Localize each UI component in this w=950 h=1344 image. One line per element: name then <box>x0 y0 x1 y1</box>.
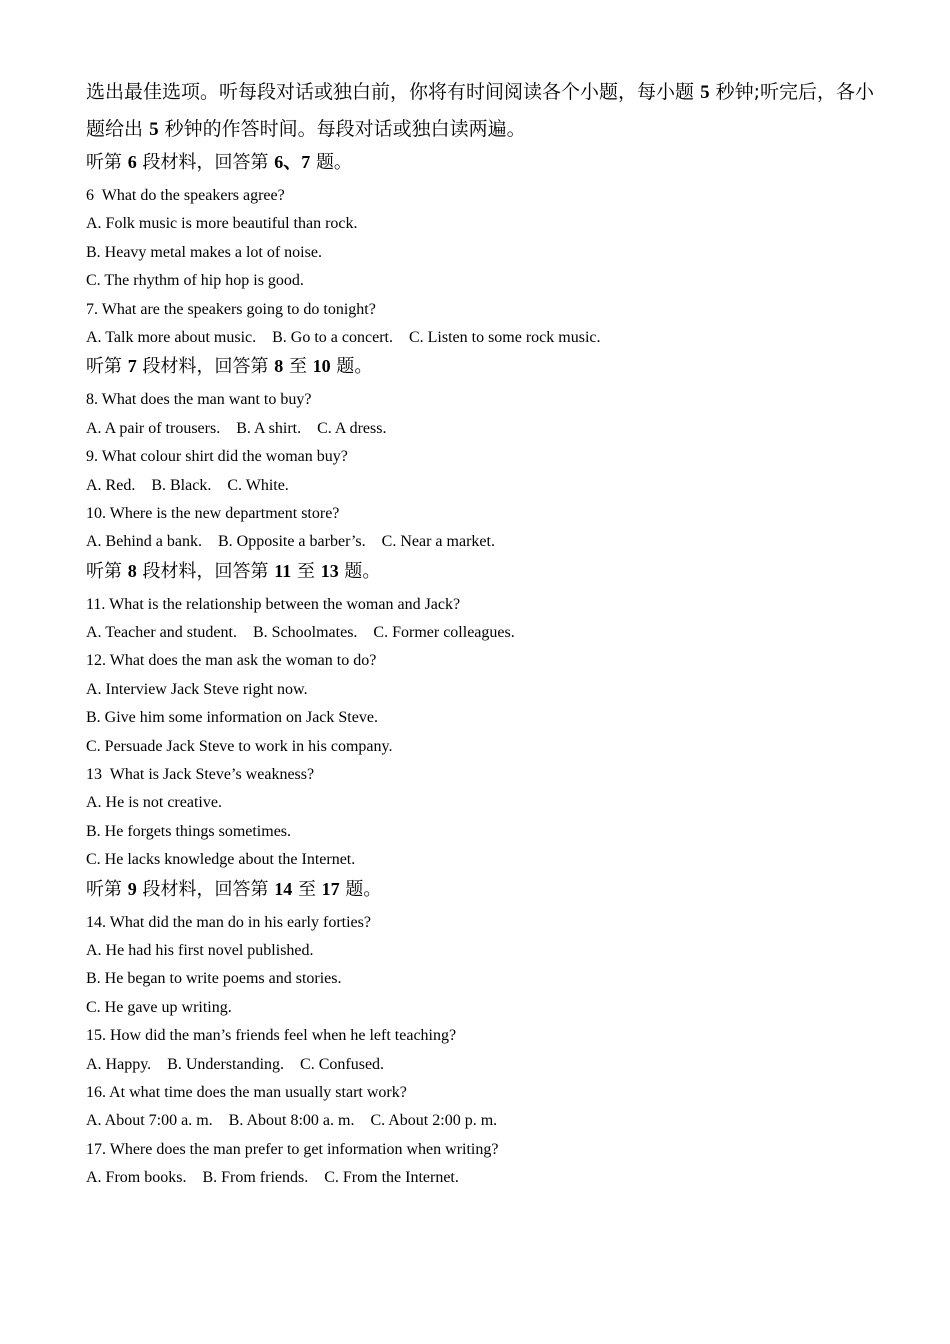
question-text: 15. How did the man’s friends feel when he left teaching? <box>86 1027 457 1045</box>
section-heading-part: 10 <box>312 356 331 377</box>
section-heading-part: 听第 <box>86 878 122 900</box>
section-heading-part: 14 <box>274 878 293 899</box>
answer-option: C. Persuade Jack Steve to work in his company. <box>86 737 393 755</box>
section-heading-part: 8 <box>127 560 137 581</box>
answer-option: B. Black. <box>151 476 212 494</box>
answer-options-row <box>86 1107 876 1135</box>
instructions-text-2: 秒钟;听完后，各小题给出 <box>86 81 875 140</box>
section-heading <box>86 557 876 585</box>
section-heading-part: 段材料，回答第 <box>142 878 269 900</box>
answer-option: C. Listen to some rock music. <box>408 328 601 346</box>
answer-option: B. Heavy metal makes a lot of noise. <box>86 243 322 261</box>
section-heading-part: 段材料，回答第 <box>142 152 269 173</box>
section-heading-part: 17 <box>321 878 340 899</box>
answer-option: A. He is not creative. <box>86 794 222 812</box>
section-heading-part: 题。 <box>344 560 381 582</box>
answer-option: C. About 2:00 p. m. <box>370 1112 498 1130</box>
answer-option: A. Talk more about music. <box>86 328 257 346</box>
answer-option: C. Near a market. <box>381 533 495 551</box>
section-heading-part: 听第 <box>86 560 122 582</box>
answer-option: A. He had his first novel published. <box>86 941 314 959</box>
section-heading-part: 至 <box>297 878 316 900</box>
answer-option: C. Confused. <box>300 1055 385 1073</box>
question-text: 7. What are the speakers going to do tonight? <box>86 300 376 318</box>
answer-options-row <box>86 1164 876 1192</box>
answer-options-row <box>86 415 876 443</box>
answer-option: B. He began to write poems and stories. <box>86 970 342 988</box>
answer-option: A. A pair of trousers. <box>86 419 221 437</box>
question-text: 8. What does the man want to buy? <box>86 391 312 409</box>
section-heading <box>86 352 876 380</box>
section-heading-part: 9 <box>127 878 137 899</box>
answer-option: B. About 8:00 a. m. <box>228 1112 355 1130</box>
section-heading-part: 至 <box>288 356 307 378</box>
section-heading-part: 听第 <box>86 152 122 173</box>
instructions <box>86 74 876 148</box>
instructions-seconds-1: 5 <box>700 82 710 103</box>
answer-option: A. Happy. <box>86 1055 152 1073</box>
section-heading-part: 题。 <box>345 878 382 900</box>
answer-option: B. A shirt. <box>236 419 302 437</box>
exam-page <box>86 74 876 1193</box>
section-heading-part: 13 <box>320 560 339 581</box>
question-text: 12. What does the man ask the woman to do? <box>86 652 377 670</box>
section-heading-part: 段材料，回答第 <box>142 356 269 378</box>
question-text: 11. What is the relationship between the woman and Jack? <box>86 595 461 613</box>
question-text: 14. What did the man do in his early forties? <box>86 913 371 931</box>
question-text: 17. Where does the man prefer to get information when writing? <box>86 1140 499 1158</box>
answer-option: B. He forgets things sometimes. <box>86 822 292 840</box>
answer-option: B. Give him some information on Jack Steve. <box>86 709 378 727</box>
answer-option: B. Schoolmates. <box>252 624 358 642</box>
answer-option: C. He gave up writing. <box>86 998 232 1016</box>
answer-option: B. Opposite a barber’s. <box>217 533 366 551</box>
section-heading-part: 6 <box>127 152 137 172</box>
answer-option: C. The rhythm of hip hop is good. <box>86 272 304 290</box>
answer-option: A. Red. <box>86 476 136 494</box>
answer-options-row <box>86 324 876 352</box>
answer-option: A. Folk music is more beautiful than rock. <box>86 215 358 233</box>
answer-option: B. Understanding. <box>167 1055 285 1073</box>
answer-option: B. From friends. <box>202 1169 309 1187</box>
answer-options-row <box>86 619 876 647</box>
instructions-text-1: 选出最佳选项。听每段对话或独白前，你将有时间阅读各个小题，每小题 <box>86 81 695 103</box>
section-heading-part: 8 <box>274 356 284 377</box>
answer-options-row <box>86 528 876 556</box>
answer-options-row <box>86 472 876 500</box>
answer-option: C. From the Internet. <box>324 1169 459 1187</box>
answer-option: C. Former colleagues. <box>373 624 515 642</box>
section-heading-part: 至 <box>296 560 315 582</box>
question-text: 10. Where is the new department store? <box>86 504 340 522</box>
answer-option: C. White. <box>227 476 289 494</box>
section-heading-part: 7 <box>127 356 137 377</box>
question-text: 6 What do the speakers agree? <box>86 187 285 204</box>
sections <box>86 148 876 1193</box>
answer-option: C. A dress. <box>317 419 387 437</box>
question-text: 16. At what time does the man usually start work? <box>86 1083 407 1101</box>
answer-options-row <box>86 1051 876 1079</box>
answer-option: A. From books. <box>86 1169 187 1187</box>
question-text: 9. What colour shirt did the woman buy? <box>86 448 348 466</box>
answer-option: B. Go to a concert. <box>272 328 393 346</box>
instructions-seconds-2: 5 <box>149 119 159 140</box>
section-heading <box>86 148 876 176</box>
section-heading <box>86 875 876 903</box>
answer-option: C. He lacks knowledge about the Internet. <box>86 851 356 869</box>
section-heading-part: 题。 <box>315 152 352 173</box>
section-heading-part: 11 <box>274 560 292 581</box>
question-text: 13 What is Jack Steve’s weakness? <box>86 766 315 784</box>
section-heading-part: 听第 <box>86 356 122 378</box>
section-heading-part: 题。 <box>336 356 373 378</box>
answer-option: A. Behind a bank. <box>86 533 202 551</box>
answer-option: A. Interview Jack Steve right now. <box>86 680 308 698</box>
answer-option: A. About 7:00 a. m. <box>86 1112 213 1130</box>
section-heading-part: 段材料，回答第 <box>142 560 269 582</box>
section-heading-part: 6、7 <box>274 152 311 172</box>
answer-option: A. Teacher and student. <box>86 624 237 642</box>
instructions-text-3: 秒钟的作答时间。每段对话或独白读两遍。 <box>164 118 526 140</box>
